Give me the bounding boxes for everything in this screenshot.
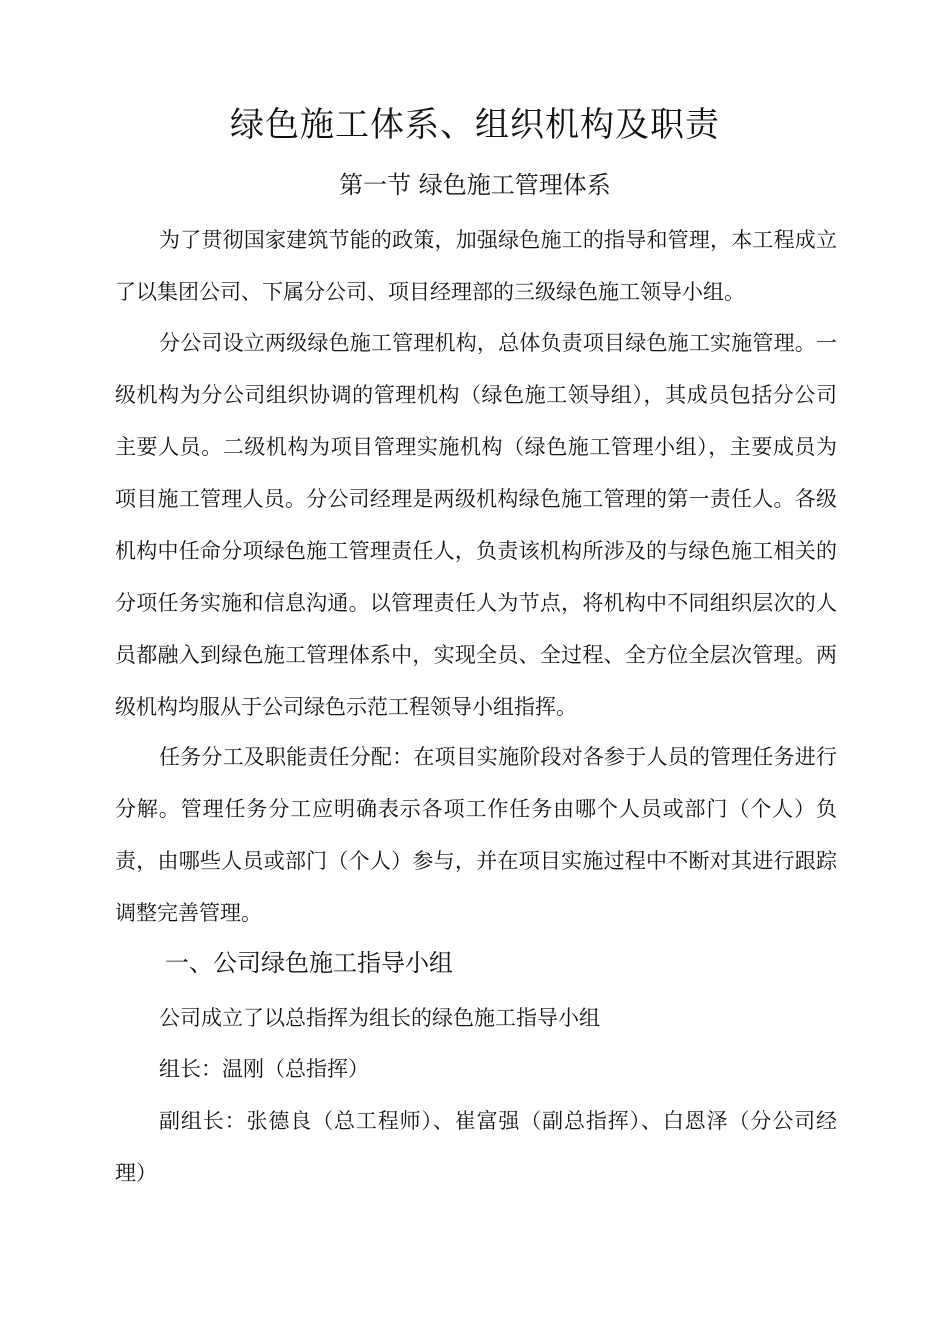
paragraph-organization: 分公司设立两级绿色施工管理机构，总体负责项目绿色施工实施管理。一级机构为分公司组织协调的管理机构（绿色施工领导组），其成员包括分公司主要人员。二级机构为项目管理实施机构（绿色施工管理小组），主要成员为项目施工管理人员。分公司经理是两级机构绿色施工管理的第一责任人。各级机构中任命分项绿色施工管理责任人，负责该机构所涉及的与绿色施工相关的分项任务实施和信息沟通。以管理责任人为节点，将机构中不同组织层次的人员都融入到绿色施工管理体系中，实现全员、全过程、全方位全层次管理。两级机构均服从于公司绿色示范工程领导小组指挥。 xyxy=(115,331,837,719)
group-leader-line: 组长：温刚（总指挥） xyxy=(159,1057,369,1081)
paragraph-task-division: 任务分工及职能责任分配：在项目实施阶段对各参于人员的管理任务进行分解。管理任务分工应明确表示各项工作任务由哪个人员或部门（个人）负责，由哪些人员或部门（个人）参与，并在项目实施过程中不断对其进行跟踪调整完善管理。 xyxy=(115,745,837,925)
subsection-heading: 一、公司绿色施工指导小组 xyxy=(165,949,453,977)
group-intro-line: 公司成立了以总指挥为组长的绿色施工指导小组 xyxy=(159,1006,600,1030)
document-title: 绿色施工体系、组织机构及职责 xyxy=(230,105,720,145)
deputy-leaders-paragraph: 副组长：张德良（总工程师）、崔富强（副总指挥）、白恩泽（分公司经理） xyxy=(115,1109,837,1185)
paragraph-intro: 为了贯彻国家建筑节能的政策，加强绿色施工的指导和管理，本工程成立了以集团公司、下属分公司、项目经理部的三级绿色施工领导小组。 xyxy=(115,228,837,304)
section-title: 第一节 绿色施工管理体系 xyxy=(339,171,611,199)
